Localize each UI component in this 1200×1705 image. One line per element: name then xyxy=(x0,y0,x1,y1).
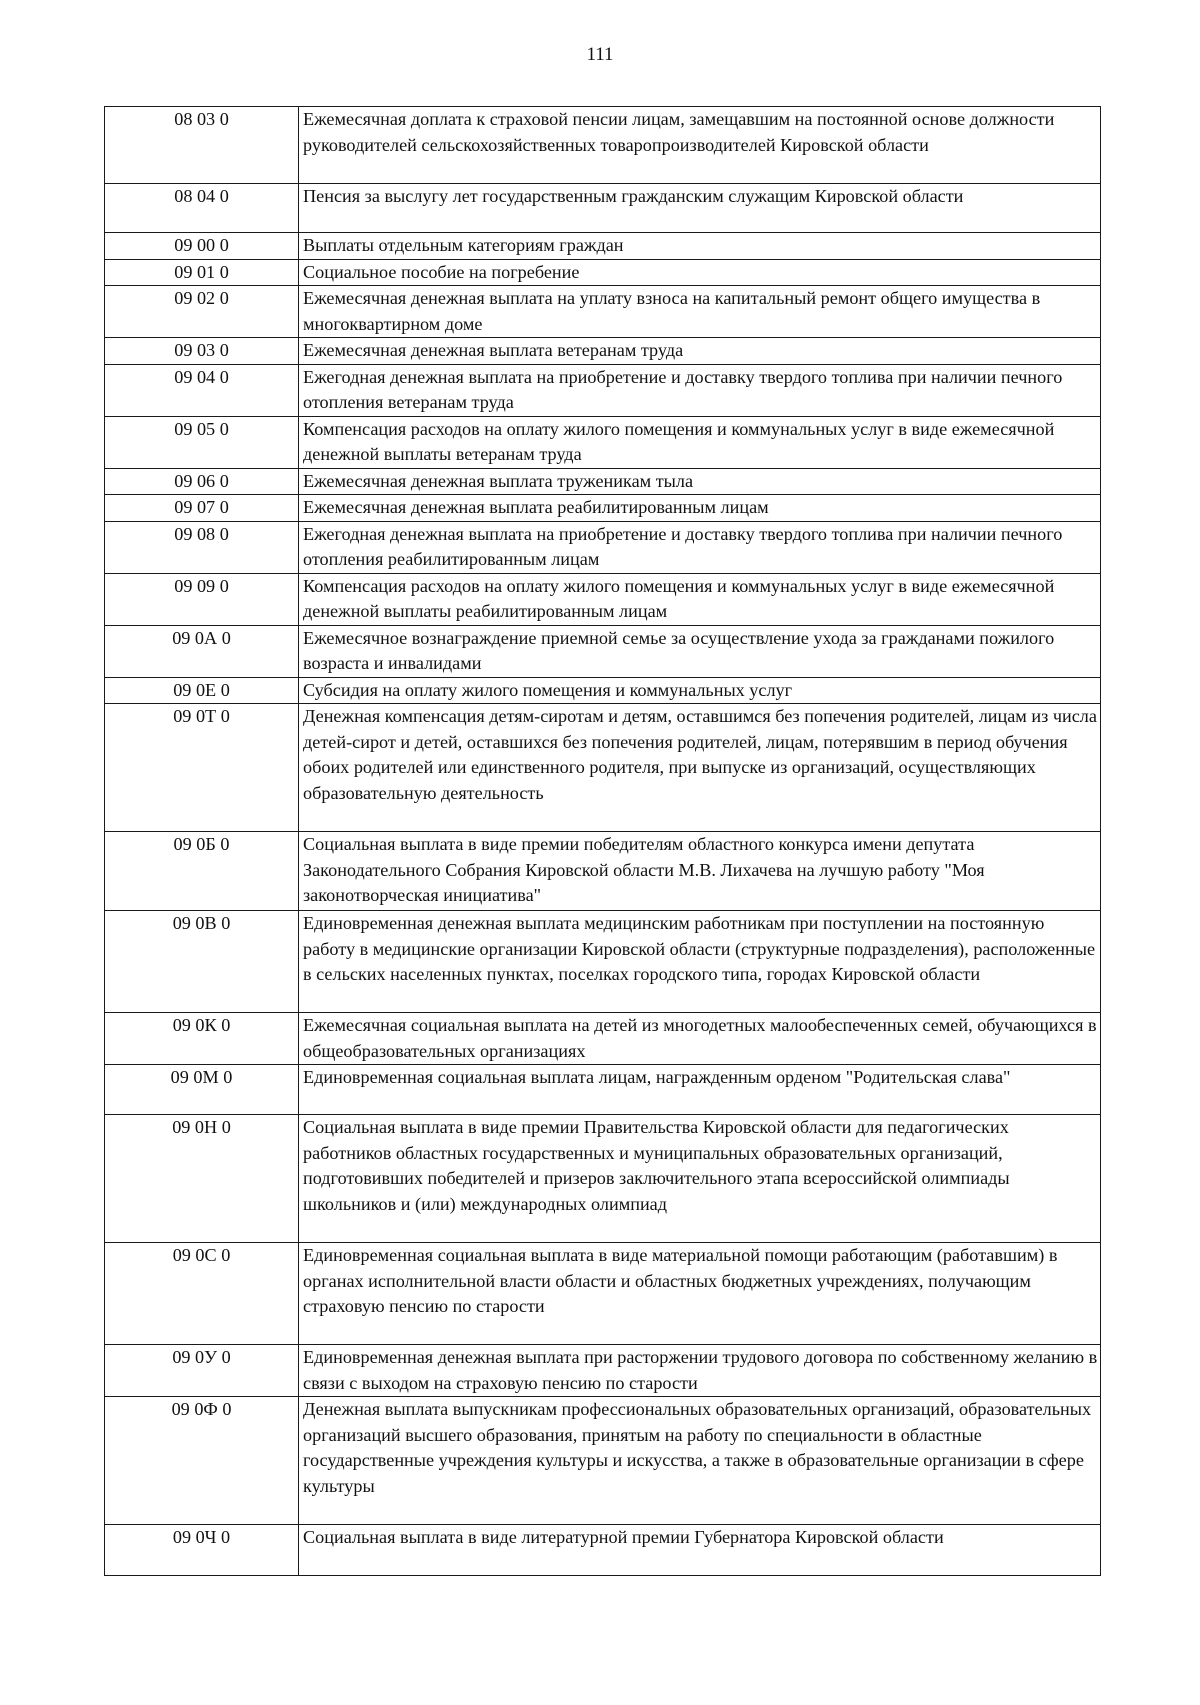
description-cell: Единовременная денежная выплата медицинским работникам при поступлении на постоянную работу в медицинские организации Кировской области (структурные подразделения), расположенные в сельских населенных пунктах, поселках городского типа, городах Кировской области xyxy=(299,911,1101,1013)
table-row xyxy=(105,911,1101,1013)
code-cell: 09 08 0 xyxy=(105,521,299,573)
description-cell: Ежемесячная денежная выплата труженикам тыла xyxy=(299,468,1101,495)
table-row xyxy=(105,1243,1101,1345)
table-row xyxy=(105,704,1101,832)
description-cell: Социальная выплата в виде литературной премии Губернатора Кировской области xyxy=(299,1525,1101,1576)
code-cell: 09 0У 0 xyxy=(105,1345,299,1397)
code-cell: 09 0Б 0 xyxy=(105,832,299,911)
table-row xyxy=(105,1525,1101,1576)
description-cell: Ежемесячная доплата к страховой пенсии лицам, замещавшим на постоянной основе должности руководителей сельскохозяйственных товаропроизводителей Кировской области xyxy=(299,107,1101,184)
code-cell: 09 0Н 0 xyxy=(105,1115,299,1243)
code-cell: 09 0Е 0 xyxy=(105,677,299,704)
description-cell: Компенсация расходов на оплату жилого помещения и коммунальных услуг в виде ежемесячной денежной выплаты реабилитированным лицам xyxy=(299,573,1101,625)
description-cell: Ежемесячная денежная выплата ветеранам труда xyxy=(299,338,1101,365)
table-row xyxy=(105,521,1101,573)
description-cell: Единовременная социальная выплата в виде материальной помощи работающим (работавшим) в органах исполнительной власти области и областных бюджетных учреждениях, получающим страховую пенсию по старости xyxy=(299,1243,1101,1345)
description-cell: Ежемесячное вознаграждение приемной семье за осуществление ухода за гражданами пожилого возраста и инвалидами xyxy=(299,625,1101,677)
code-cell: 09 0Т 0 xyxy=(105,704,299,832)
table-row xyxy=(105,573,1101,625)
code-cell: 09 01 0 xyxy=(105,259,299,286)
table-row xyxy=(105,1397,1101,1525)
description-cell: Компенсация расходов на оплату жилого помещения и коммунальных услуг в виде ежемесячной денежной выплаты ветеранам труда xyxy=(299,416,1101,468)
description-cell: Ежемесячная социальная выплата на детей из многодетных малообеспеченных семей, обучающихся в общеобразовательных организациях xyxy=(299,1013,1101,1065)
table-row xyxy=(105,1065,1101,1115)
table-row xyxy=(105,495,1101,522)
code-cell: 09 0М 0 xyxy=(105,1065,299,1115)
description-cell: Пенсия за выслугу лет государственным гражданским служащим Кировской области xyxy=(299,184,1101,233)
table-row xyxy=(105,468,1101,495)
table-row xyxy=(105,338,1101,365)
table-row xyxy=(105,677,1101,704)
description-cell: Социальная выплата в виде премии Правительства Кировской области для педагогических работников областных государственных и муниципальных образовательных организаций, подготовивших победителей и призеров заключительного этапа всероссийской олимпиады школьников и (или) международных олимпиад xyxy=(299,1115,1101,1243)
table-row xyxy=(105,625,1101,677)
code-cell: 09 06 0 xyxy=(105,468,299,495)
budget-codes-table xyxy=(104,106,1101,1576)
table-row xyxy=(105,1345,1101,1397)
code-cell: 09 02 0 xyxy=(105,286,299,338)
code-cell: 09 00 0 xyxy=(105,233,299,260)
description-cell: Выплаты отдельным категориям граждан xyxy=(299,233,1101,260)
code-cell: 09 09 0 xyxy=(105,573,299,625)
code-cell: 09 0Ч 0 xyxy=(105,1525,299,1576)
table-row xyxy=(105,1115,1101,1243)
table-row xyxy=(105,259,1101,286)
table-row xyxy=(105,184,1101,233)
table-row xyxy=(105,1013,1101,1065)
description-cell: Ежегодная денежная выплата на приобретение и доставку твердого топлива при наличии печного отопления ветеранам труда xyxy=(299,364,1101,416)
description-cell: Ежегодная денежная выплата на приобретение и доставку твердого топлива при наличии печного отопления реабилитированным лицам xyxy=(299,521,1101,573)
page-number: 111 xyxy=(586,44,614,65)
table-row xyxy=(105,107,1101,184)
table-row xyxy=(105,832,1101,911)
description-cell: Субсидия на оплату жилого помещения и коммунальных услуг xyxy=(299,677,1101,704)
code-cell: 09 07 0 xyxy=(105,495,299,522)
description-cell: Единовременная денежная выплата при расторжении трудового договора по собственному желанию в связи с выходом на страховую пенсию по старости xyxy=(299,1345,1101,1397)
description-cell: Денежная компенсация детям-сиротам и детям, оставшимся без попечения родителей, лицам из числа детей-сирот и детей, оставшихся без попечения родителей, лицам, потерявшим в период обучения обоих родителей или единственного родителя, при выпуске из организаций, осуществляющих образовательную деятельность xyxy=(299,704,1101,832)
code-cell: 09 0К 0 xyxy=(105,1013,299,1065)
table-row xyxy=(105,286,1101,338)
description-cell: Единовременная социальная выплата лицам, награжденным орденом "Родительская слава" xyxy=(299,1065,1101,1115)
description-cell: Социальное пособие на погребение xyxy=(299,259,1101,286)
code-cell: 09 04 0 xyxy=(105,364,299,416)
code-cell: 08 03 0 xyxy=(105,107,299,184)
code-cell: 09 03 0 xyxy=(105,338,299,365)
code-cell: 08 04 0 xyxy=(105,184,299,233)
code-cell: 09 05 0 xyxy=(105,416,299,468)
code-cell: 09 0Ф 0 xyxy=(105,1397,299,1525)
table-row xyxy=(105,364,1101,416)
code-cell: 09 0А 0 xyxy=(105,625,299,677)
table-row xyxy=(105,416,1101,468)
table-row xyxy=(105,233,1101,260)
description-cell: Социальная выплата в виде премии победителям областного конкурса имени депутата Законодательного Собрания Кировской области М.В. Лихачева на лучшую работу "Моя законотворческая инициатива" xyxy=(299,832,1101,911)
description-cell: Ежемесячная денежная выплата реабилитированным лицам xyxy=(299,495,1101,522)
description-cell: Денежная выплата выпускникам профессиональных образовательных организаций, образовательных организаций высшего образования, принятым на работу по специальности в областные государственные учреждения культуры и искусства, а также в образовательные организации в сфере культуры xyxy=(299,1397,1101,1525)
code-cell: 09 0С 0 xyxy=(105,1243,299,1345)
description-cell: Ежемесячная денежная выплата на уплату взноса на капитальный ремонт общего имущества в многоквартирном доме xyxy=(299,286,1101,338)
code-cell: 09 0В 0 xyxy=(105,911,299,1013)
